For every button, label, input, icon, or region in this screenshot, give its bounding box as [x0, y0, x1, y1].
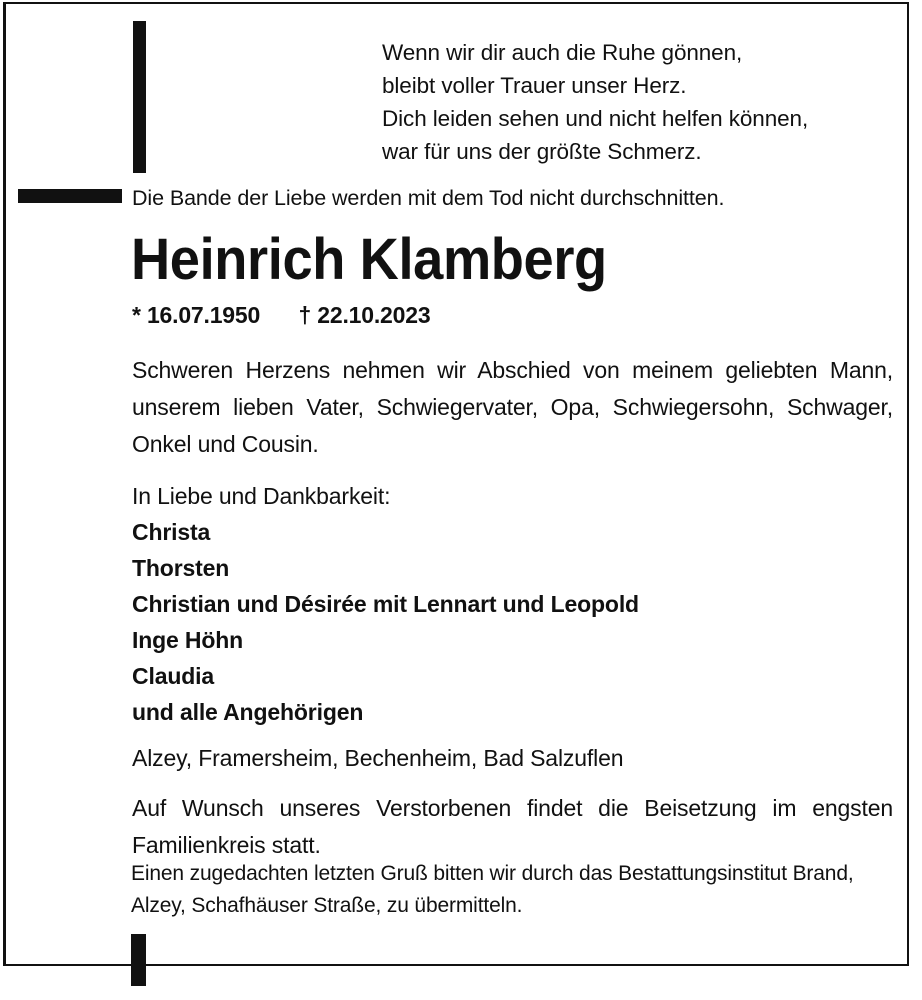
- birth-date: 16.07.1950: [146, 302, 261, 328]
- mourner-name: Claudia: [132, 663, 215, 689]
- verse-line: war für uns der größte Schmerz.: [382, 139, 702, 164]
- condolence-note-tail: Alzey, Schafhäuser Straße, zu übermitteln.: [131, 894, 523, 917]
- mourner-name: Christa: [132, 519, 211, 545]
- places-line: Alzey, Framersheim, Bechenheim, Bad Salzuflen: [132, 745, 624, 771]
- verse-line: Dich leiden sehen und nicht helfen können,: [382, 106, 809, 131]
- cross-icon-horizontal-arm: [18, 189, 122, 203]
- death-date: 22.10.2023: [317, 302, 431, 328]
- mourner-name: Inge Höhn: [132, 627, 244, 653]
- bottom-decorative-bar: [131, 934, 146, 986]
- memorial-verse: [382, 36, 852, 168]
- mourner-name: Christian und Désirée mit Lennart und Leopold: [132, 591, 639, 617]
- life-dates: [132, 300, 430, 330]
- deceased-name: Heinrich Klamberg: [131, 227, 607, 292]
- cross-icon-vertical-stem: [133, 21, 146, 173]
- verse-line: bleibt voller Trauer unser Herz.: [382, 73, 687, 98]
- death-symbol: †: [298, 302, 312, 328]
- mourner-name: und alle Angehörigen: [132, 699, 364, 725]
- announcement-paragraph: Schweren Herzens nehmen wir Abschied von meinem geliebten Mann, unserem lieben Vater, Schwiegervater, Opa, Schwiegersohn, Schwager, Onkel und Cousin.: [132, 357, 893, 457]
- funeral-wish-paragraph: Auf Wunsch unseres Verstorbenen findet die Beisetzung im engsten Familienkreis statt.: [132, 795, 893, 858]
- memorial-motto: Die Bande der Liebe werden mit dem Tod nicht durchschnitten.: [132, 186, 725, 210]
- mourners-lead-in: In Liebe und Dankbarkeit:: [132, 483, 391, 509]
- birth-symbol: *: [132, 302, 141, 328]
- mourner-name: Thorsten: [132, 555, 230, 581]
- condolence-note: [131, 858, 891, 922]
- verse-line: Wenn wir dir auch die Ruhe gönnen,: [382, 40, 743, 65]
- condolence-note-main: Einen zugedachten letzten Gruß bitten wir durch das Bestattungsinstitut Brand,: [131, 862, 854, 885]
- mourners-list: [132, 478, 832, 730]
